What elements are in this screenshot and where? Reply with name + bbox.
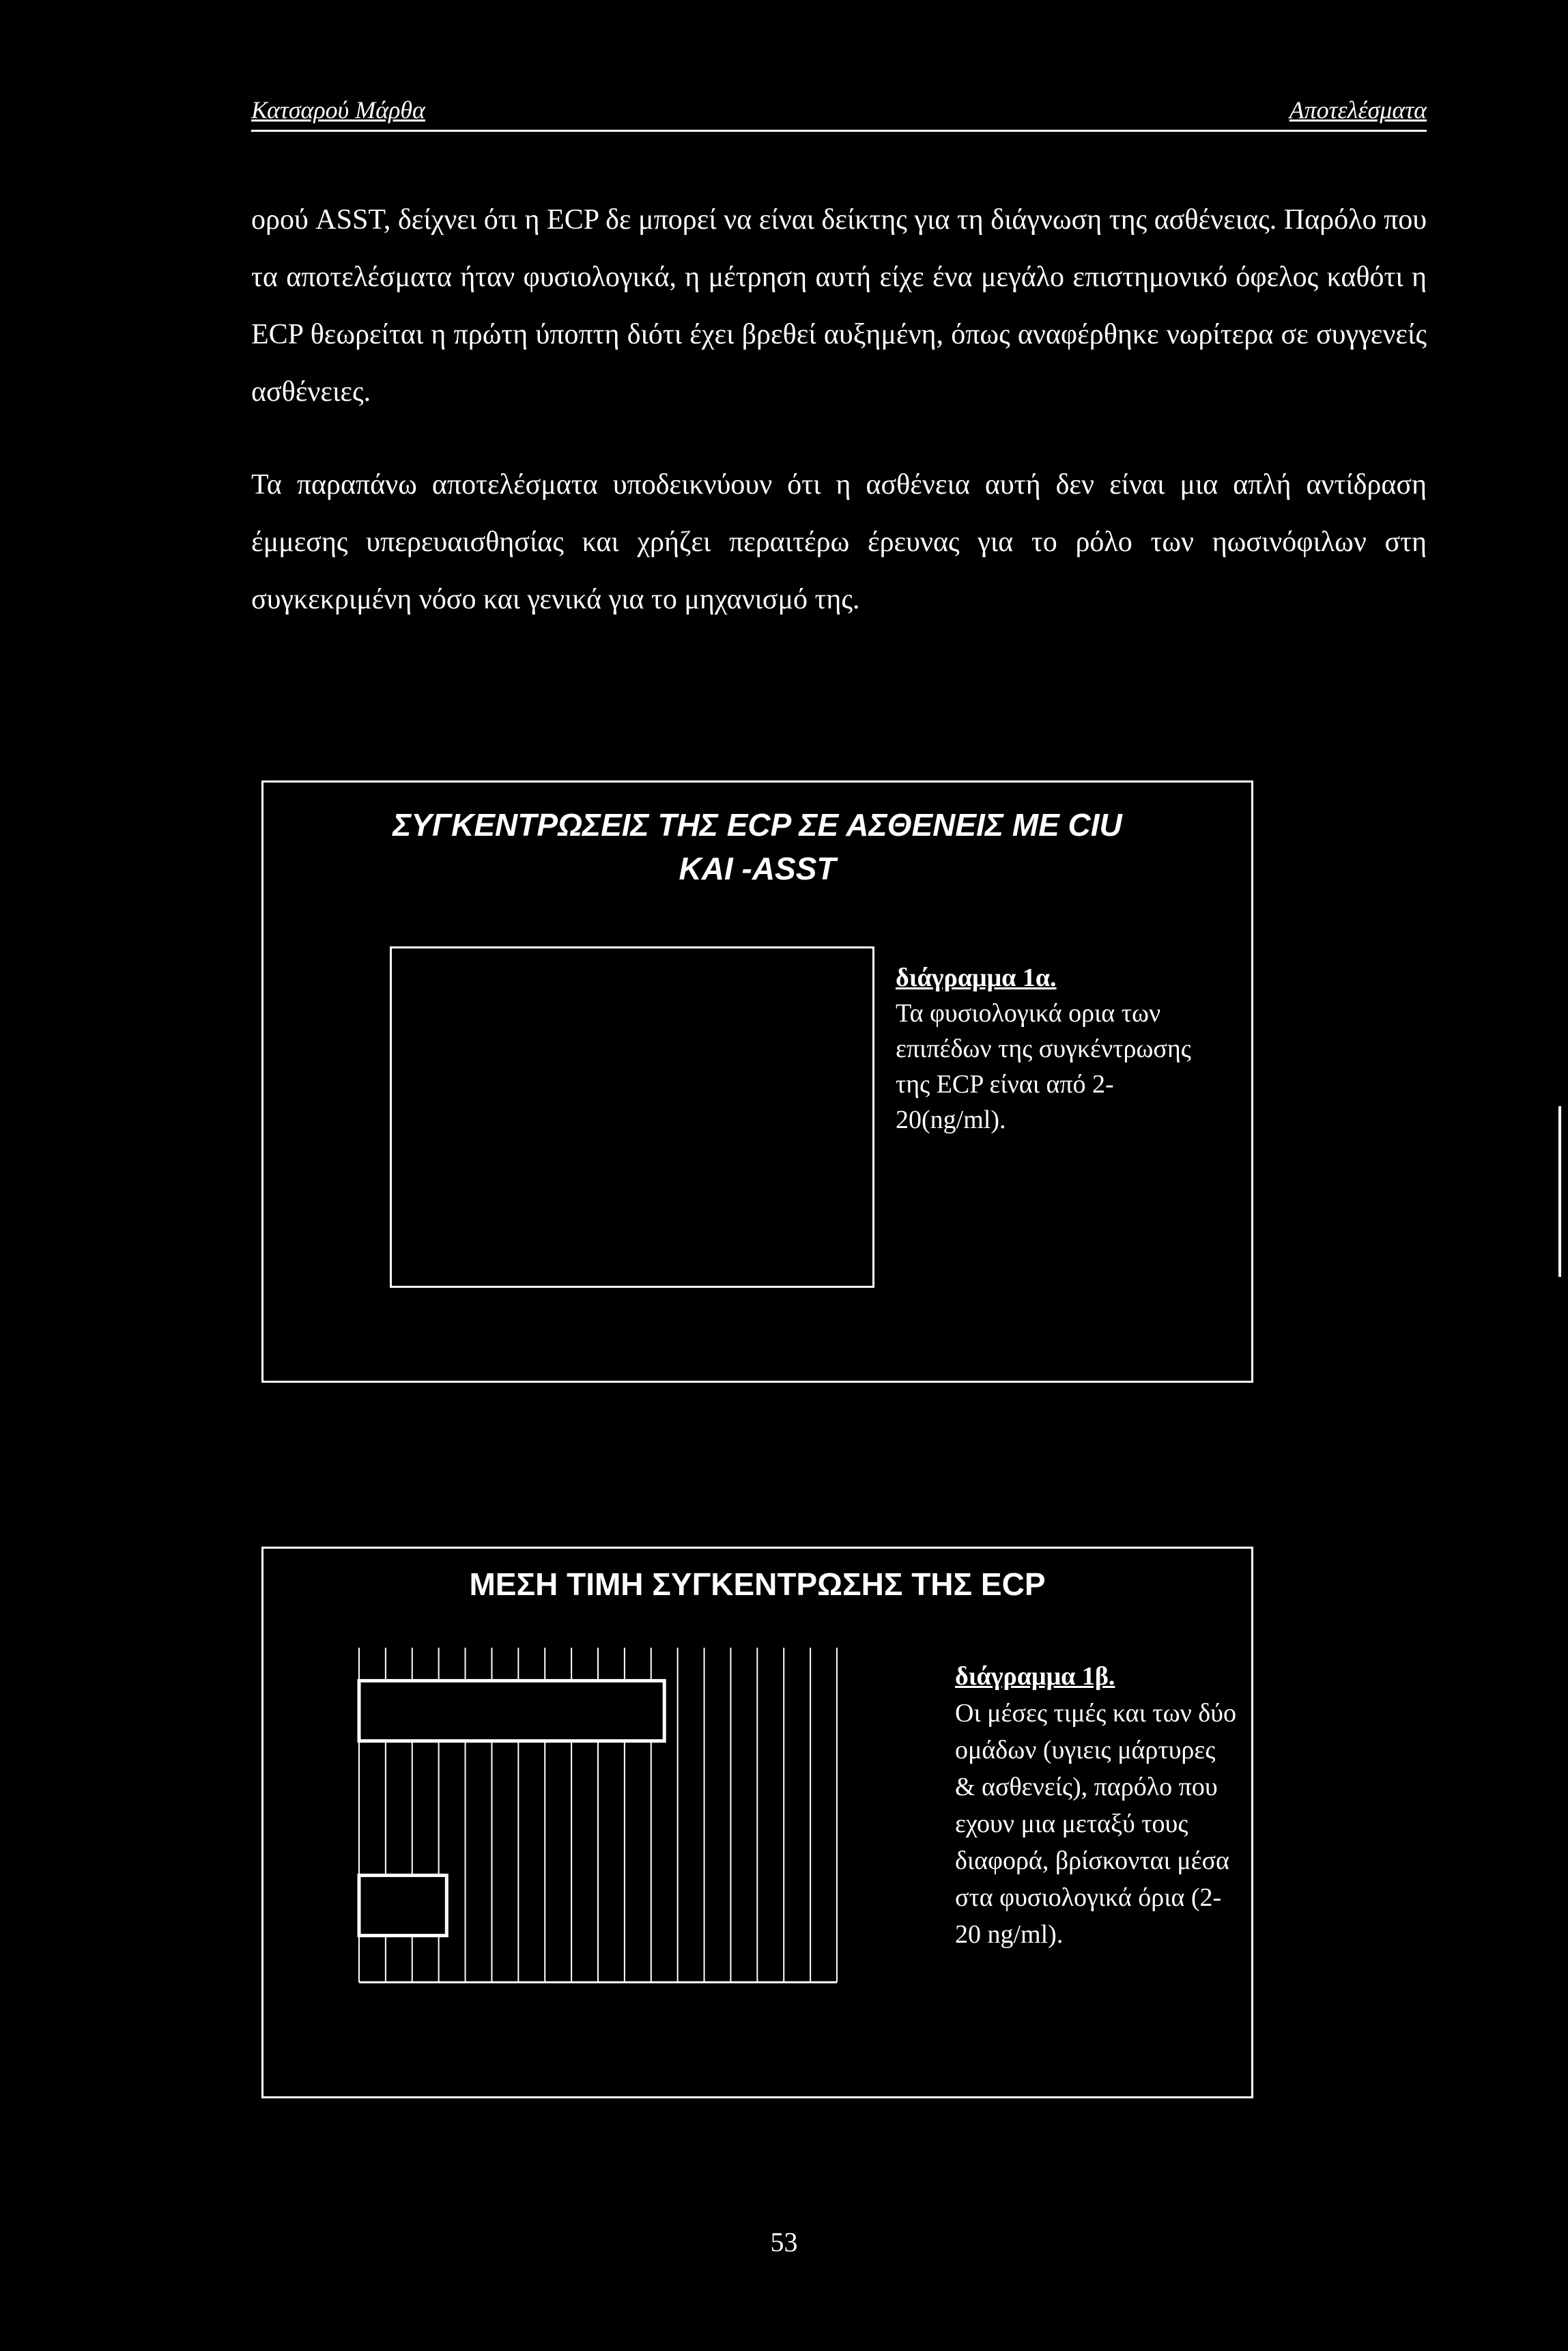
figure-1-title: ΣΥΓΚΕΝΤΡΩΣΕΙΣ ΤΗΣ ECP ΣΕ ΑΣΘΕΝΕΙΣ ΜΕ CIU ΚΑΙ -ASST	[393, 807, 1122, 886]
running-header	[251, 96, 1427, 132]
figure-2-chart	[345, 1641, 864, 1996]
page-edge-mark	[1558, 1106, 1561, 1277]
page-number: 53	[770, 2227, 798, 2257]
figure-2-caption-head: διάγραμμα 1β.	[955, 1662, 1115, 1691]
figure-2-caption-body: Οι μέσες τιμές και των δύο ομάδων (υγιεις μάρτυρες & ασθενείς), παρόλο που εχουν μια μεταξύ τους διαφορά, βρίσκονται μέσα στα φυσιολογικά όρια (2-20 ng/ml).	[955, 1699, 1236, 1949]
figure-1	[261, 780, 1253, 1383]
figure-1-caption	[896, 960, 1210, 1138]
header-section: Αποτελέσματα	[1289, 96, 1427, 124]
bar-1	[359, 1680, 664, 1741]
figure-1-plot-area	[390, 946, 874, 1288]
header-author: Κατσαρού Μάρθα	[251, 96, 425, 124]
figure-2-title: ΜΕΣΗ ΤΙΜΗ ΣΥΓΚΕΝΤΡΩΣΗΣ ΤΗΣ ECP	[469, 1566, 1046, 1602]
paragraph-2: Τα παραπάνω αποτελέσματα υποδεικνύουν ότι η ασθένεια αυτή δεν είναι μια απλή αντίδραση έμμεσης υπερευαισθησίας και χρήζει περαιτέρω έρευνας για το ρόλο των ηωσινόφιλων στη συγκεκριμένη νόσο και γενικά για το μηχανισμό της.	[251, 469, 1427, 615]
figure-2	[261, 1547, 1253, 2098]
bar-2	[359, 1875, 446, 1935]
figure-2-caption	[955, 1658, 1242, 1953]
figure-1-caption-body: Τα φυσιολογικά ορια των επιπέδων της συγκέντρωσης της ECP είναι από 2-20(ng/ml).	[896, 999, 1191, 1134]
figure-1-caption-head: διάγραμμα 1α.	[896, 963, 1057, 992]
paragraph-1: ορού ASST, δείχνει ότι η ECP δε μπορεί να είναι δείκτης για τη διάγνωση της ασθένειας. Παρόλο που τα αποτελέσματα ήταν φυσιολογικά, η μέτρηση αυτή είχε ένα μεγάλο επιστημονικό όφελος καθότι η ECP θεωρείται η πρώτη ύποπτη διότι έχει βρεθεί αυξημένη, όπως αναφέρθηκε νωρίτερα σε συγγενείς ασθένειες.	[251, 204, 1427, 408]
